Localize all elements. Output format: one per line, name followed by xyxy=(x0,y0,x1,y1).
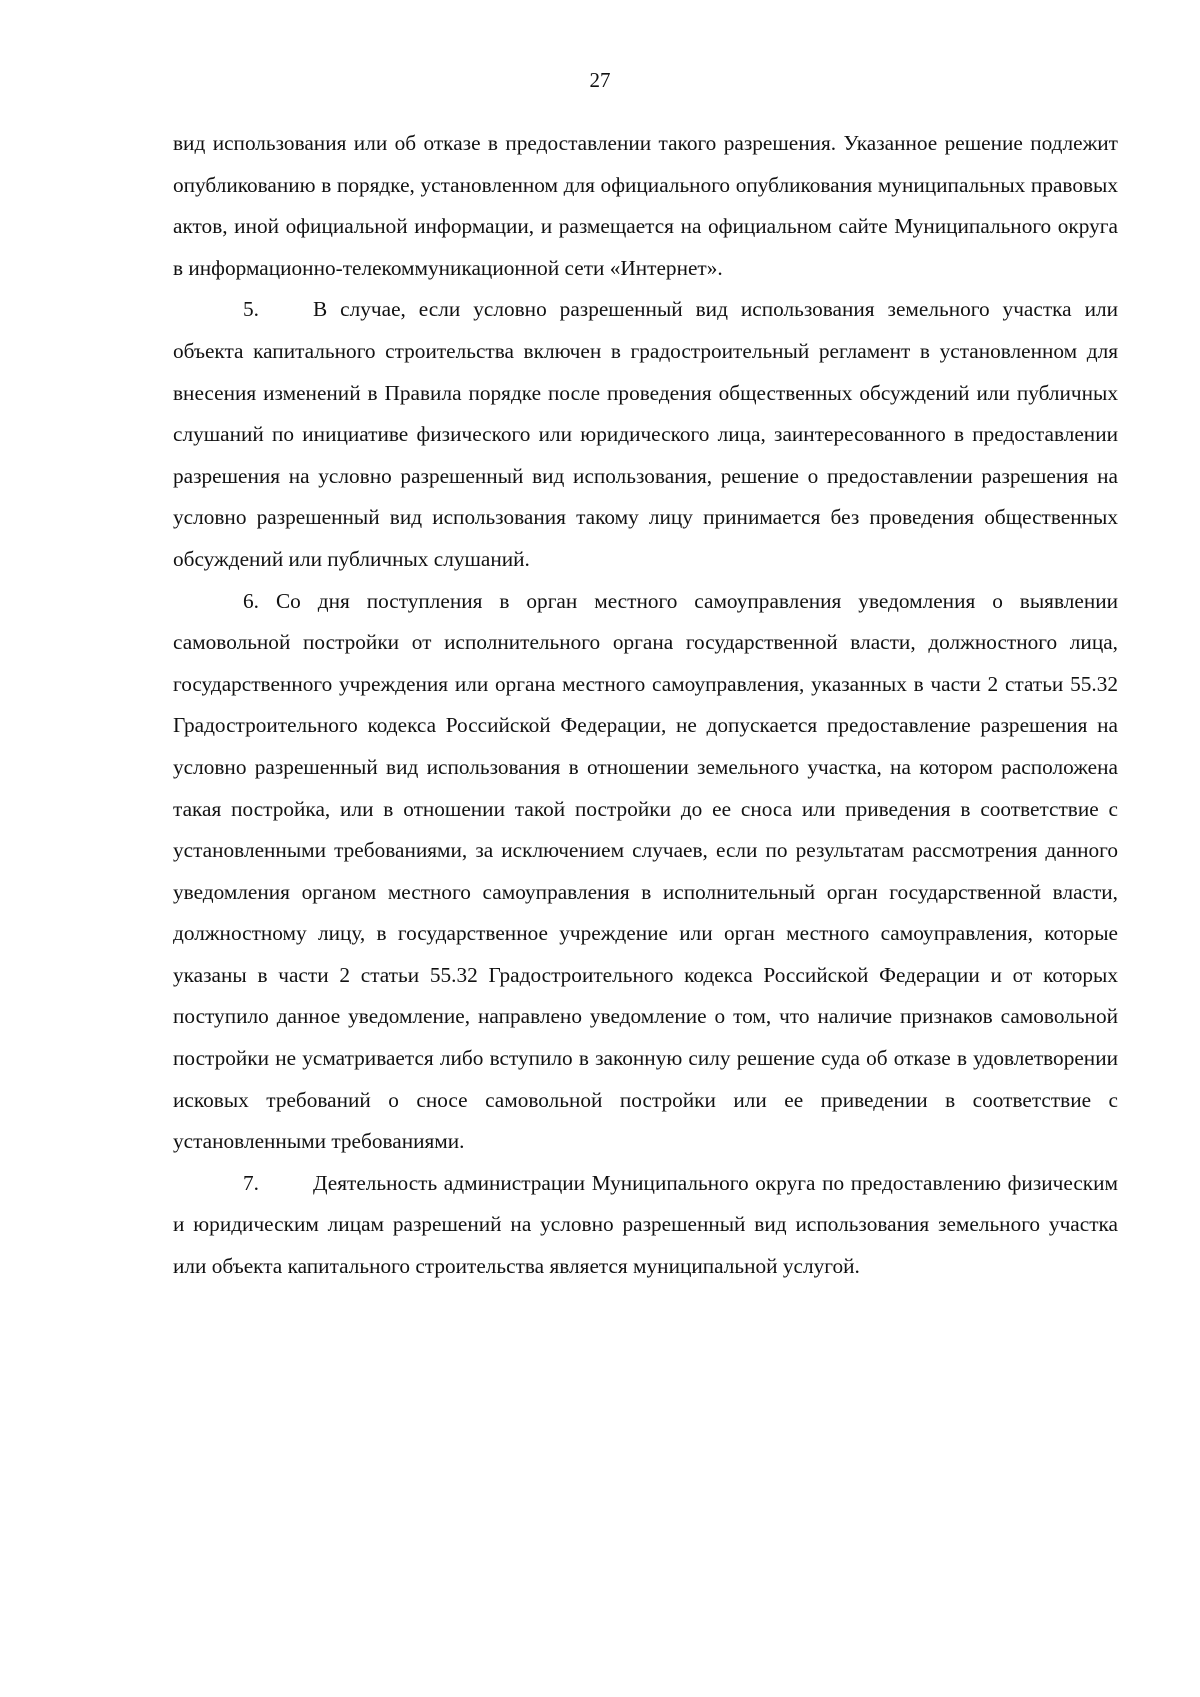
paragraph-text: Деятельность администрации Муниципального округа по предоставлению физическим и юридическим лицам разрешений на условно разрешенный вид использования земельного участка или объекта капитального строительства является муниципальной услугой. xyxy=(173,1170,1118,1279)
page-number: 27 xyxy=(589,68,611,92)
paragraph-text: В случае, если условно разрешенный вид использования земельного участка или объекта капитального строительства включен в градостроительный регламент в установленном для внесения изменений в Правила порядке после проведения общественных обсуждений или публичных слушаний по инициативе физического или юридического лица, заинтересованного в предоставлении разрешения на условно разрешенный вид использования, решение о предоставлении разрешения на условно разрешенный вид использования такому лицу принимается без проведения общественных обсуждений или публичных слушаний. xyxy=(173,297,1118,571)
paragraph-7 xyxy=(173,1163,1118,1288)
paragraph-6 xyxy=(173,581,1118,1163)
paragraph-5 xyxy=(173,289,1118,580)
paragraph-text: вид использования или об отказе в предоставлении такого разрешения. Указанное решение подлежит опубликованию в порядке, установленном для официального опубликования муниципальных правовых актов, иной официальной информации, и размещается на официальном сайте Муниципального округа в информационно-телекоммуникационной сети «Интернет». xyxy=(173,131,1118,280)
paragraph-number: 6. xyxy=(243,588,259,613)
document-body xyxy=(173,123,1118,1288)
paragraph-continuation xyxy=(173,123,1118,289)
paragraph-number: 7. xyxy=(243,1170,259,1195)
paragraph-number: 5. xyxy=(243,297,259,322)
paragraph-text: Со дня поступления в орган местного самоуправления уведомления о выявлении самовольной постройки от исполнительного органа государственной власти, должностного лица, государственного учреждения или органа местного самоуправления, указанных в части 2 статьи 55.32 Градостроительного кодекса Российской Федерации, не допускается предоставление разрешения на условно разрешенный вид использования в отношении земельного участка, на котором расположена такая постройка, или в отношении такой постройки до ее сноса или приведения в соответствие с установленными требованиями, за исключением случаев, если по результатам рассмотрения данного уведомления органом местного самоуправления в исполнительный орган государственной власти, должностному лицу, в государственное учреждение или орган местного самоуправления, которые указаны в части 2 статьи 55.32 Градостроительного кодекса Российской Федерации и от которых поступило данное уведомление, направлено уведомление о том, что наличие признаков самовольной постройки не усматривается либо вступило в законную силу решение суда об отказе в удовлетворении исковых требований о сносе самовольной постройки или ее приведении в соответствие с установленными требованиями. xyxy=(173,588,1119,1154)
